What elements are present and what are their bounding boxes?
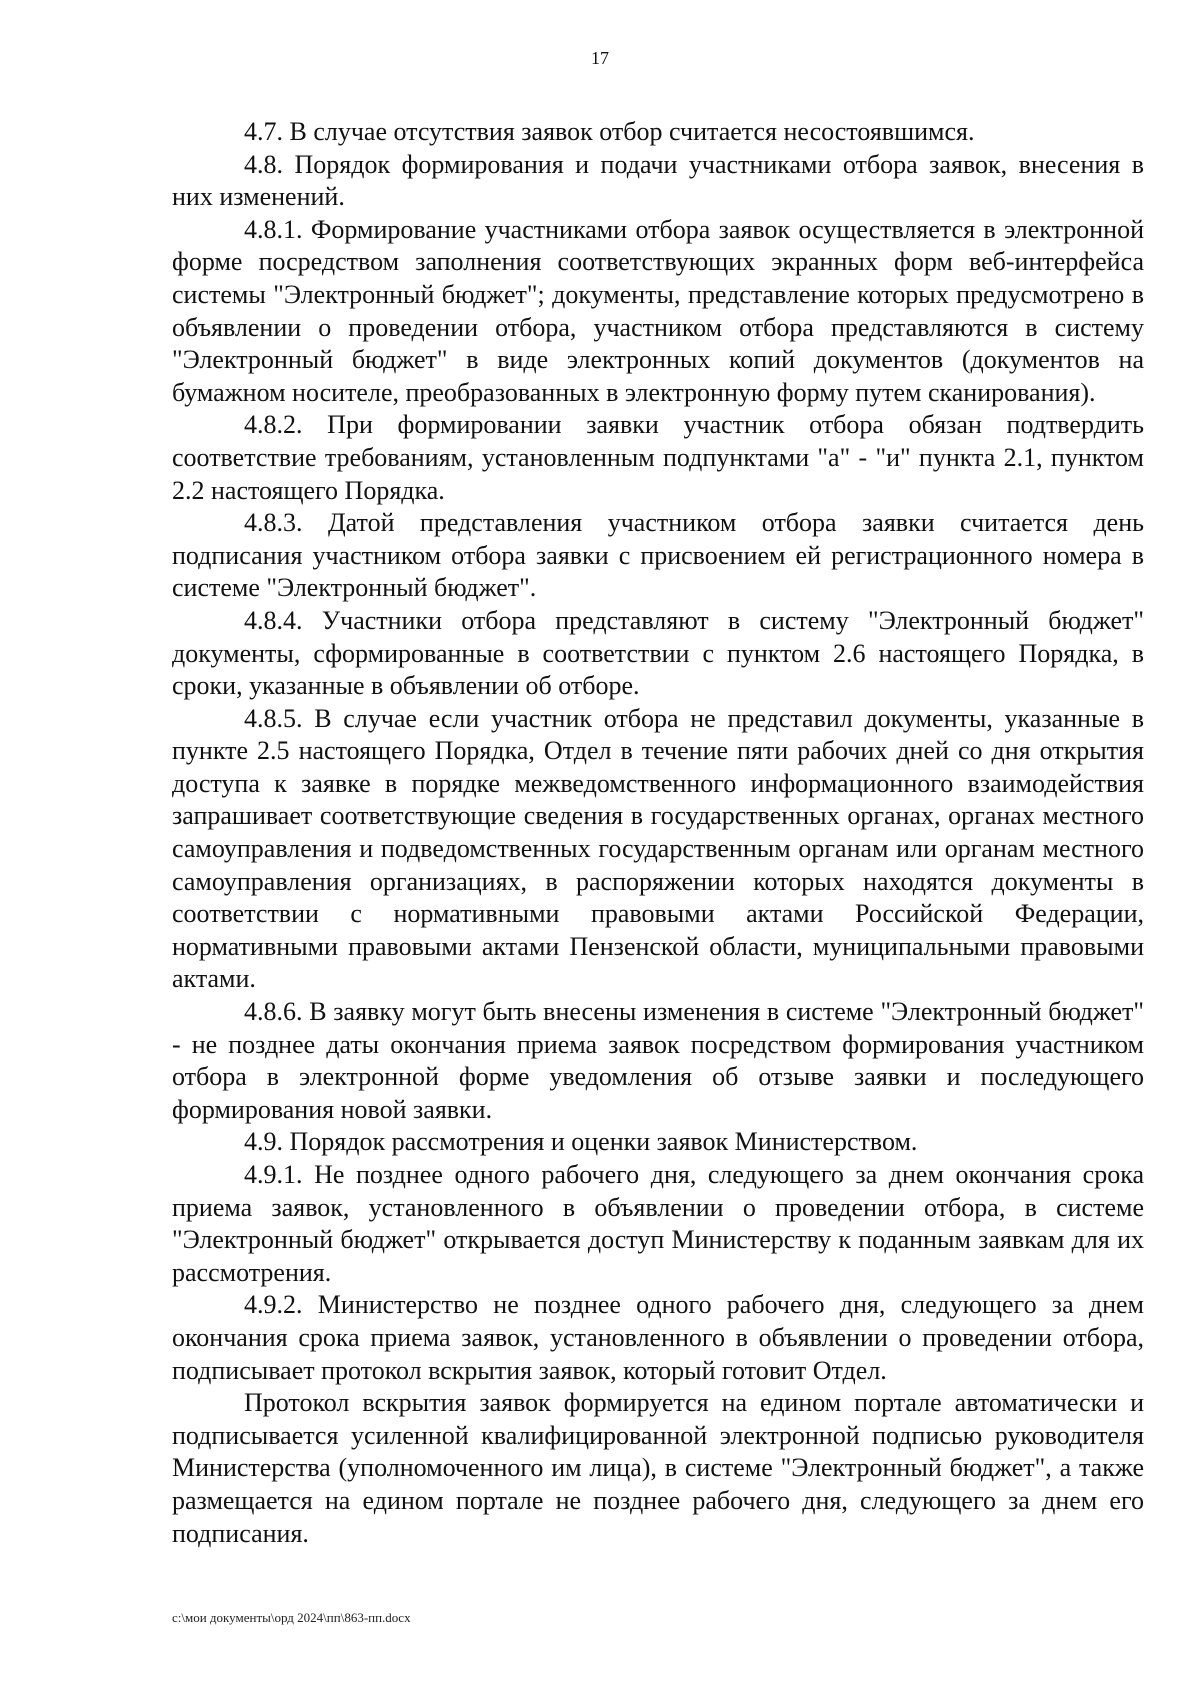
paragraph-4-8-2: 4.8.2. При формировании заявки участник отбора обязан подтвердить соответствие требованиям, установленным подпунктами "а" - "и" пункта 2.1, пунктом 2.2 настоящего Порядка. bbox=[172, 410, 1144, 505]
paragraph-4-9: 4.9. Порядок рассмотрения и оценки заявок Министерством. bbox=[244, 1127, 918, 1157]
paragraph-4-8-5: 4.8.5. В случае если участник отбора не представил документы, указанные в пункте 2.5 настоящего Порядка, Отдел в течение пяти рабочих дней со дня открытия доступа к заявке в порядке межведомственного информационного взаимодействия запрашивает соответствующие сведения в государственных органах, органах местного самоуправления и подведомственных государственным органам или органам местного самоуправления организациях, в распоряжении которых находятся документы в соответствии с нормативными правовыми актами Российской Федерации, нормативными правовыми актами Пензенской области, муниципальными правовыми актами. bbox=[172, 703, 1144, 994]
paragraph-4-8-3: 4.8.3. Датой представления участником отбора заявки считается день подписания участником отбора заявки с присвоением ей регистрационного номера в системе "Электронный бюджет". bbox=[172, 508, 1144, 603]
paragraph-4-8: 4.8. Порядок формирования и подачи участниками отбора заявок, внесения в них изменений. bbox=[172, 149, 1144, 212]
footer-file-path: c:\мои документы\орд 2024\пп\863-пп.docx bbox=[172, 1610, 411, 1625]
paragraph-4-9-1: 4.9.1. Не позднее одного рабочего дня, следующего за днем окончания срока приема заявок, установленного в объявлении о проведении отбора, в системе "Электронный бюджет" открывается доступ Министерству к поданным заявкам для их рассмотрения. bbox=[172, 1160, 1144, 1287]
paragraph-protocol: Протокол вскрытия заявок формируется на едином портале автоматически и подписывается усиленной квалифицированной электронной подписью руководителя Министерства (уполномоченного им лица), в системе "Электронный бюджет", а также размещается на едином портале не позднее рабочего дня, следующего за днем его подписания. bbox=[172, 1388, 1144, 1548]
paragraph-4-8-6: 4.8.6. В заявку могут быть внесены изменения в системе "Электронный бюджет" - не позднее даты окончания приема заявок посредством формирования участником отбора в электронной форме уведомления об отзыве заявки и последующего формирования новой заявки. bbox=[172, 997, 1144, 1124]
paragraph-4-8-1: 4.8.1. Формирование участниками отбора заявок осуществляется в электронной форме посредством заполнения соответствующих экранных форм веб-интерфейса системы "Электронный бюджет"; документы, представление которых предусмотрено в объявлении о проведении отбора, участником отбора представляются в систему "Электронный бюджет" в виде электронных копий документов (документов на бумажном носителе, преобразованных в электронную форму путем сканирования). bbox=[172, 214, 1144, 407]
paragraph-4-9-2: 4.9.2. Министерство не позднее одного рабочего дня, следующего за днем окончания срока приема заявок, установленного в объявлении о проведении отбора, подписывает протокол вскрытия заявок, который готовит Отдел. bbox=[172, 1290, 1144, 1385]
document-body bbox=[172, 116, 1144, 1550]
paragraph-4-8-4: 4.8.4. Участники отбора представляют в систему "Электронный бюджет" документы, сформированные в соответствии с пунктом 2.6 настоящего Порядка, в сроки, указанные в объявлении об отборе. bbox=[172, 605, 1144, 701]
paragraph-4-7: 4.7. В случае отсутствия заявок отбор считается несостоявшимся. bbox=[244, 117, 975, 146]
page-number: 17 bbox=[591, 48, 609, 68]
